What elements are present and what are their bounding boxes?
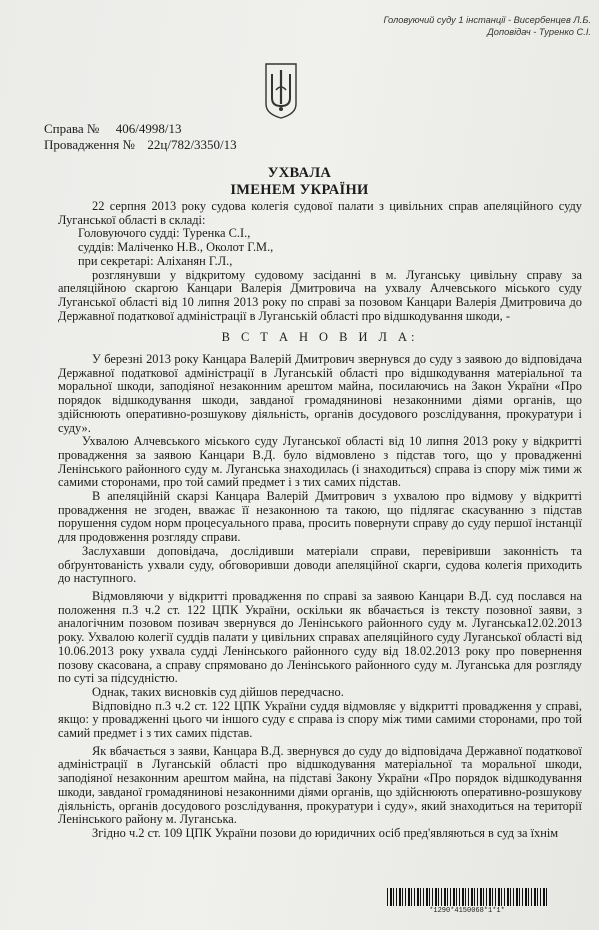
body-paragraph: У березні 2013 року Канцара Валерій Дмитрович звернувся до суду з заявою до відповідача Державної податкової адміністрації в Луганській області про відшкодування матеріальної та моральної шкоди, заподіяної незаконним арештом майна, посилаючись на Закон України «Про порядок відшкодування шкоди, завданої громадянинові незаконними діями органів, що здійснюють оперативно-розшукову діяльність, органів досудового розслідування, прокуратури і суду». [58, 352, 582, 435]
judges-note [384, 14, 591, 38]
body-paragraph: Відповідно п.3 ч.2 ст. 122 ЦПК України суддя відмовляє у відкритті провадження у справі, якщо: у провадженні цього чи іншого суду є справа із спору між тими самими сторонами, про той самий предмет і з тих самих підстав. [58, 698, 582, 741]
body-paragraph: Однак, таких висновків суд дійшов передчасно. [92, 684, 344, 699]
case-row [44, 121, 237, 137]
document-subtitle: ІМЕНЕМ УКРАЇНИ [230, 182, 369, 198]
presiding-judge: Головуючого судді: Туренка С.І., [78, 226, 251, 241]
body-paragraph: В апеляційній скарзі Канцара Валерій Дмитрович з ухвалою про відмову у відкритті провадження не згоден, вважає її незаконною та такою, що підлягає скасуванню з підстав порушення судом норм процесуального права, просить повернути справу до суду першої інстанції для продовження розгляду справи. [58, 489, 582, 545]
body-paragraph: Відмовляючи у відкритті провадження по справі за заявою Канцари В.Д. суд послався на положення п.3 ч.2 ст. 122 ЦПК України, оскільки як вбачається із тексту позовної заяви, з аналогічним позовом позивач звернувся до Ленінського районного суду м. Луганська12.02.2013 року. Ухвалою колегії суддів палати у цивільних справах апеляційного суду Луганської області від 10.06.2013 року ухвала судді Ленінського районного суду від 18.02.2013 року про повернення позову скасована, а справу спрямовано до Ленінського районного суду м. Луганська для розгляду по суті за підсудністю. [58, 588, 582, 686]
body-paragraph: Заслухавши доповідача, дослідивши матеріали справи, перевіривши законність та обґрунтованість ухвали суду, обговоривши доводи апеляційної скарги, судова колегія приходить до наступного. [58, 543, 582, 586]
body-paragraph: Згідно ч.2 ст. 109 ЦПК України позови до юридичних осіб пред'являються в суд за їхнім [92, 825, 559, 840]
document-body [58, 200, 582, 841]
case-number: 406/4998/13 [115, 121, 182, 136]
court-secretary: при секретарі: Аліханян Г.Л., [78, 253, 233, 268]
rapporteur-note: Доповідач - Туренко С.І. [487, 27, 591, 37]
barcode [387, 888, 547, 916]
proceeding-label: Провадження № [44, 136, 135, 152]
established-heading: В С Т А Н О В И Л А: [221, 330, 419, 345]
considered-paragraph: розглянувши у відкритому судовому засіданні в м. Луганську цивільну справу за апеляційною скаргою Канцари Валерія Дмитровича на ухвалу Алчевського міського суду Луганської області від 10 липня 2013 року по справі за позовом Канцари Валерія Дмитровича до Державної податкової адміністрації в Луганській області про відшкодування шкоди, - [58, 267, 582, 323]
barcode-bars [387, 888, 547, 906]
coat-of-arms-trident-icon [263, 60, 299, 120]
body-paragraph: Ухвалою Алчевського міського суду Луганської області від 10 липня 2013 року у відкритті провадження за заявою Канцари В.Д. було відмовлено з підстав того, що у провадженні Ленінського районного суду м. Луганська знаходилась (і знаходиться) справа із спору між тими ж самими сторонами, про той самий предмет і з тих самих підстав. [58, 434, 582, 490]
case-label: Справа № [44, 121, 100, 136]
proceeding-row [44, 137, 237, 153]
proceeding-number: 22ц/782/3350/13 [147, 136, 237, 152]
presiding-first-instance-note: Головуючий суду 1 інстанції - Висербенцев Л.Б. [383, 15, 591, 25]
body-paragraph: Як вбачається з заяви, Канцара В.Д. звернувся до суду до відповідача Державної податкової адміністрації в Луганській області про відшкодування матеріальної та моральної шкоди, заподіяної незаконним арештом майна, на підставі Закону України «Про порядок відшкодування шкоди, завданої громадянинові незаконними діями органів, що здійснюють оперативно-розшукову діяльність, органів досудового розслідування, прокуратури і суду», який знаходиться на території Ленінського району м. Луганська. [58, 743, 582, 827]
barcode-number: *1290*4150068*1*1* [429, 907, 505, 915]
case-info [44, 121, 237, 152]
intro-paragraph: 22 серпня 2013 року судова колегія судової палати з цивільних справ апеляційного суду Луганської області в складі: [58, 199, 582, 227]
document-title: УХВАЛА [267, 165, 332, 181]
panel-judges: суддів: Маліченко Н.В., Околот Г.М., [78, 240, 274, 255]
